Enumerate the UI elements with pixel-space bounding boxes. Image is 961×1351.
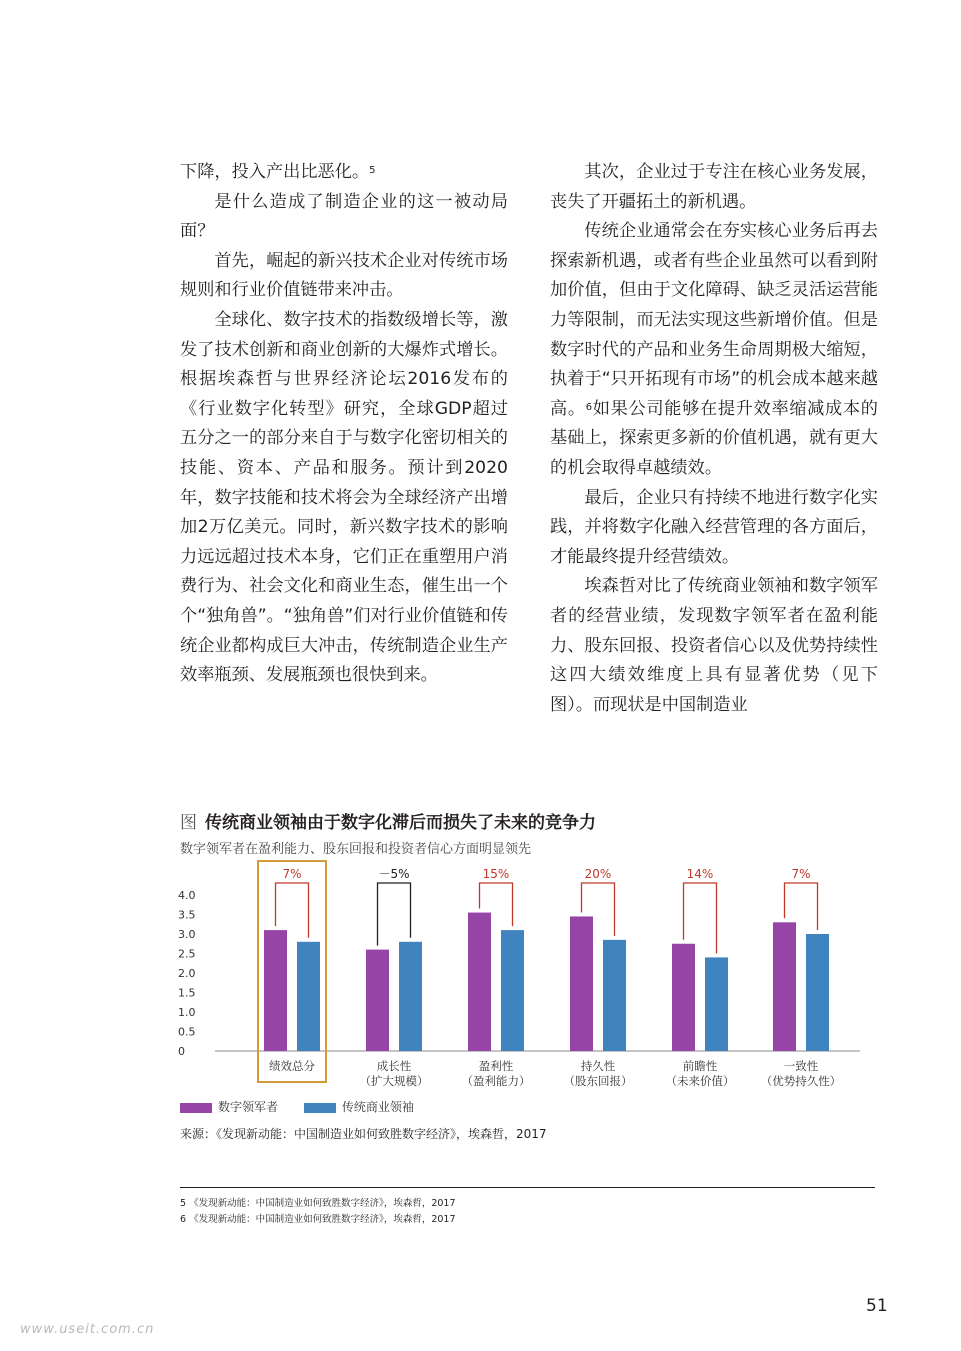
difference-label: －5% — [378, 867, 410, 881]
legend-item-leaders — [180, 1098, 278, 1115]
category-label: （优势持久性） — [760, 1074, 842, 1088]
figure-title-text: 传统商业领袖由于数字化滞后而损失了未来的竞争力 — [205, 813, 596, 833]
footnote-6: 6 《发现新动能：中国制造业如何致胜数字经济》，埃森哲，2017 — [180, 1214, 456, 1225]
paragraph-text-continued: 如果公司能够在提升效率缩减成本的基础上，探索更多新的价值机遇，就有更大的机会取得卓越绩效。 — [550, 398, 878, 478]
footnotes — [180, 1196, 456, 1228]
difference-bracket — [684, 883, 717, 953]
difference-label: 14% — [686, 867, 714, 881]
difference-bracket — [378, 883, 411, 946]
y-tick-label: 4.0 — [178, 889, 196, 902]
bar-digital-leaders — [672, 944, 695, 1051]
legend-swatch-traditional — [304, 1103, 336, 1113]
category-label: （股东回报） — [563, 1074, 633, 1088]
chart-legend — [180, 1098, 436, 1115]
paragraph-text: 下降，投入产出比恶化。 — [180, 162, 370, 182]
difference-label: 7% — [791, 867, 811, 881]
page-number: 51 — [866, 1296, 888, 1316]
category-label: 前瞻性 — [682, 1059, 718, 1073]
footnote-ref: 6 — [585, 401, 593, 413]
right-paragraph — [550, 217, 878, 483]
left-paragraph — [180, 188, 508, 247]
legend-item-traditional — [304, 1098, 414, 1115]
left-paragraph — [180, 247, 508, 306]
paragraph-text: 埃森哲对比了传统商业领袖和数字领军者的经营业绩，发现数字领军者在盈利能力、股东回报、投资者信心以及优势持续性这四大绩效维度上具有显著优势（见下图）。而现状是中国制造业 — [550, 576, 878, 715]
bar-traditional-leaders — [603, 940, 626, 1051]
right-paragraph — [550, 158, 878, 217]
bar-digital-leaders — [468, 913, 491, 1051]
legend-swatch-leaders — [180, 1103, 212, 1113]
category-label: 成长性 — [376, 1059, 412, 1073]
y-tick-label: 2.0 — [178, 967, 196, 980]
y-tick-label: 3.0 — [178, 928, 196, 941]
paragraph-text: 其次，企业过于专注在核心业务发展，丧失了开疆拓土的新机遇。 — [550, 162, 878, 212]
footnote-5: 5 《发现新动能：中国制造业如何致胜数字经济》，埃森哲，2017 — [180, 1198, 456, 1209]
watermark: www.useit.com.cn — [20, 1322, 155, 1337]
left-paragraph — [180, 158, 508, 188]
category-label: 持久性 — [580, 1059, 616, 1073]
bar-traditional-leaders — [297, 942, 320, 1051]
y-tick-label: 1.0 — [178, 1006, 196, 1019]
category-label: 绩效总分 — [269, 1059, 315, 1073]
right-column — [550, 158, 878, 720]
y-tick-label: 2.5 — [178, 947, 196, 961]
paragraph-text: 是什么造成了制造企业的这一被动局面？ — [180, 191, 508, 242]
difference-label: 20% — [584, 867, 612, 881]
paragraph-text: 全球化、数字技术的指数级增长等，激发了技术创新和商业创新的大爆炸式增长。根据埃森哲与世界经济论坛2016发布的《行业数字化转型》研究，全球GDP超过五分之一的部分来自于与数字化密切相关的技能、资本、产品和服务。预计到2020年，数字技能和技术将会为全球经济产出增加2万亿美元。同时，新兴数字技术的影响力远远超过技术本身，它们正在重塑用户消费行为、社会文化和商业生态，催生出一个个“独角兽”。“独角兽”们对行业价值链和传统企业都构成巨大冲击，传统制造企业生产效率瓶颈、发展瓶颈也很快到来。 — [180, 309, 508, 686]
bar-traditional-leaders — [806, 934, 829, 1051]
category-label: （盈利能力） — [461, 1074, 531, 1088]
footnote-divider — [180, 1187, 875, 1188]
right-paragraph — [550, 572, 878, 720]
bar-digital-leaders — [366, 950, 389, 1051]
bar-traditional-leaders — [399, 942, 422, 1051]
right-paragraph — [550, 484, 878, 573]
bar-traditional-leaders — [705, 957, 728, 1051]
category-label: （扩大规模） — [359, 1074, 429, 1088]
bar-digital-leaders — [570, 916, 593, 1051]
figure-subtitle: 数字领军者在盈利能力、股东回报和投资者信心方面明显领先 — [180, 842, 532, 857]
category-label: 盈利性 — [478, 1059, 514, 1073]
bar-chart — [170, 855, 870, 1095]
y-tick-label: 0 — [178, 1045, 185, 1058]
y-tick-label: 3.5 — [178, 908, 196, 922]
footnote-ref: 5 — [369, 165, 376, 176]
y-tick-label: 1.5 — [178, 986, 196, 1000]
difference-label: 15% — [482, 867, 510, 881]
y-tick-label: 0.5 — [178, 1025, 196, 1039]
category-label: 一致性 — [783, 1059, 819, 1073]
difference-label: 7% — [282, 867, 302, 881]
category-label: （未来价值） — [665, 1074, 735, 1088]
bar-digital-leaders — [773, 922, 796, 1051]
left-column — [180, 158, 508, 691]
paragraph-text: 传统企业通常会在夯实核心业务后再去探索新机遇，或者有些企业虽然可以看到附加价值，但由于文化障碍、缺乏灵活运营能力等限制，而无法实现这些新增价值。但是数字时代的产品和业务生命周期极大缩短，执着于“只开拓现有市场”的机会成本越来越高。 — [550, 221, 878, 419]
paragraph-text: 最后，企业只有持续不地进行数字化实践，并将数字化融入经营管理的各方面后，才能最终提升经营绩效。 — [550, 487, 878, 567]
difference-bracket — [276, 883, 309, 938]
figure-tag: 图 — [180, 813, 197, 833]
bar-traditional-leaders — [501, 930, 524, 1051]
figure-title — [180, 808, 596, 833]
paragraph-text: 首先，崛起的新兴技术企业对传统市场规则和行业价值链带来冲击。 — [180, 250, 508, 301]
legend-label-leaders: 数字领军者 — [218, 1100, 279, 1114]
figure-source: 来源：《发现新动能：中国制造业如何致胜数字经济》，埃森哲，2017 — [180, 1127, 547, 1141]
left-paragraph — [180, 306, 508, 691]
legend-label-traditional: 传统商业领袖 — [341, 1100, 414, 1114]
bar-digital-leaders — [264, 930, 287, 1051]
